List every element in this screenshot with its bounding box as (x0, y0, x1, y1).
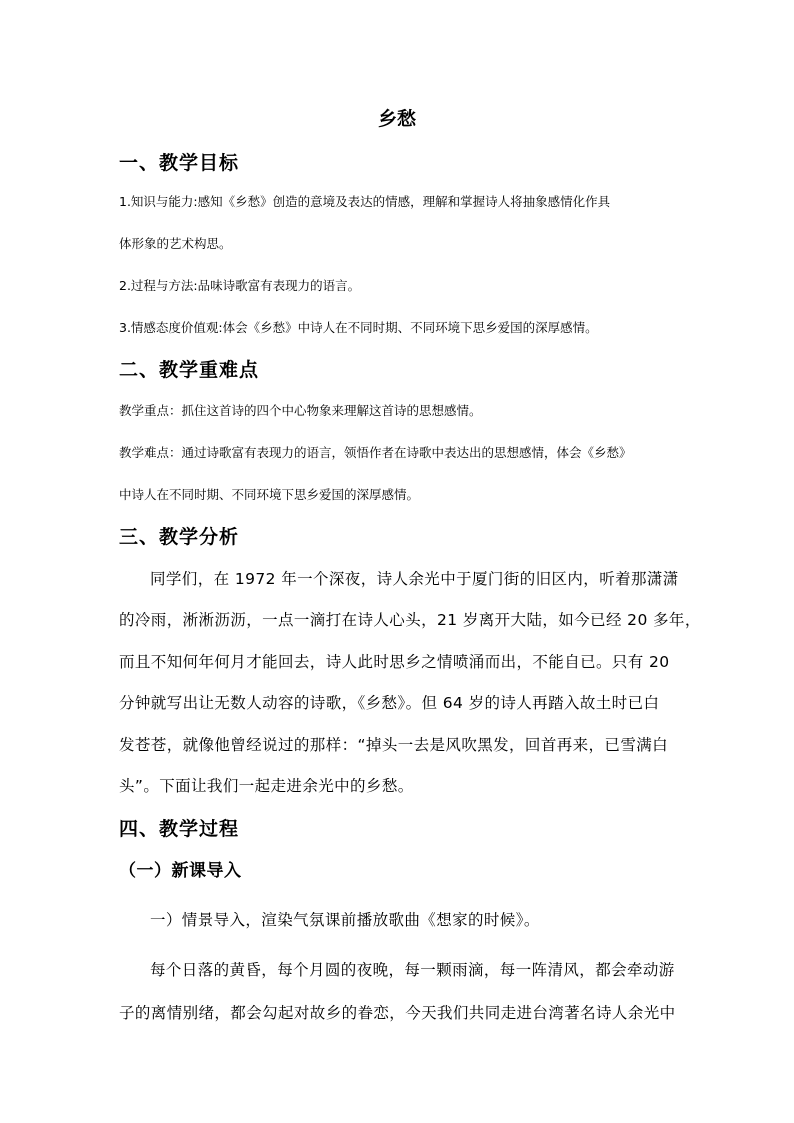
paragraph-line: 2.过程与方法:品味诗歌富有表现力的语言。 (119, 278, 361, 293)
paragraph-line: 的冷雨，淅淅沥沥，一点一滴打在诗人心头，21 岁离开大陆，如今已经 20 多年， (119, 611, 701, 629)
paragraph-line: 发苍苍，就像他曾经说过的那样：“掉头一去是风吹黑发，回首再来，已雪满白 (119, 736, 669, 754)
section-heading-analysis: 三、教学分析 (119, 526, 240, 548)
paragraph-line: 子的离情别绪，都会勾起对故乡的眷恋，今天我们共同走进台湾著名诗人余光中 (119, 1004, 676, 1022)
paragraph-line: 教学难点：通过诗歌富有表现力的语言，领悟作者在诗歌中表达出的思想感情，体会《乡愁》 (119, 445, 632, 460)
paragraph-line: 一）情景导入，渲染气氛课前播放歌曲《想家的时候》。 (150, 911, 540, 929)
section-heading-process: 四、教学过程 (119, 818, 240, 840)
paragraph-line: 分钟就写出让无数人动容的诗歌，《乡愁》。但 64 岁的诗人再踏入故土时已白 (119, 694, 660, 712)
paragraph-line: 每个日落的黄昏，每个月圆的夜晚，每一颗雨滴，每一阵清风，都会牵动游 (150, 961, 675, 979)
paragraph-line: 同学们，在 1972 年一个深夜，诗人余光中于厦门街的旧区内，听着那潇潇 (150, 570, 679, 588)
paragraph-line: 头”。下面让我们一起走进余光中的乡愁。 (119, 777, 414, 795)
paragraph-line: 教学重点：抓住这首诗的四个中心物象来理解这首诗的思想感情。 (119, 403, 482, 418)
subsection-heading-intro: （一）新课导入 (119, 861, 242, 881)
paragraph-line: 体形象的艺术构思。 (119, 236, 232, 251)
paragraph-line: 3.情感态度价值观:体会《乡愁》中诗人在不同时期、不同环境下思乡爱国的深厚感情。 (119, 320, 598, 335)
section-heading-key-points: 二、教学重难点 (119, 359, 260, 381)
document-title: 乡愁 (377, 108, 416, 130)
paragraph-line: 而且不知何年何月才能回去，诗人此时思乡之情喷涌而出，不能自已。只有 20 (119, 653, 670, 671)
section-heading-objectives: 一、教学目标 (119, 152, 240, 174)
paragraph-line: 1.知识与能力:感知《乡愁》创造的意境及表达的情感，理解和掌握诗人将抽象感情化作具 (119, 194, 611, 209)
paragraph-line: 中诗人在不同时期、不同环境下思乡爱国的深厚感情。 (119, 487, 420, 502)
